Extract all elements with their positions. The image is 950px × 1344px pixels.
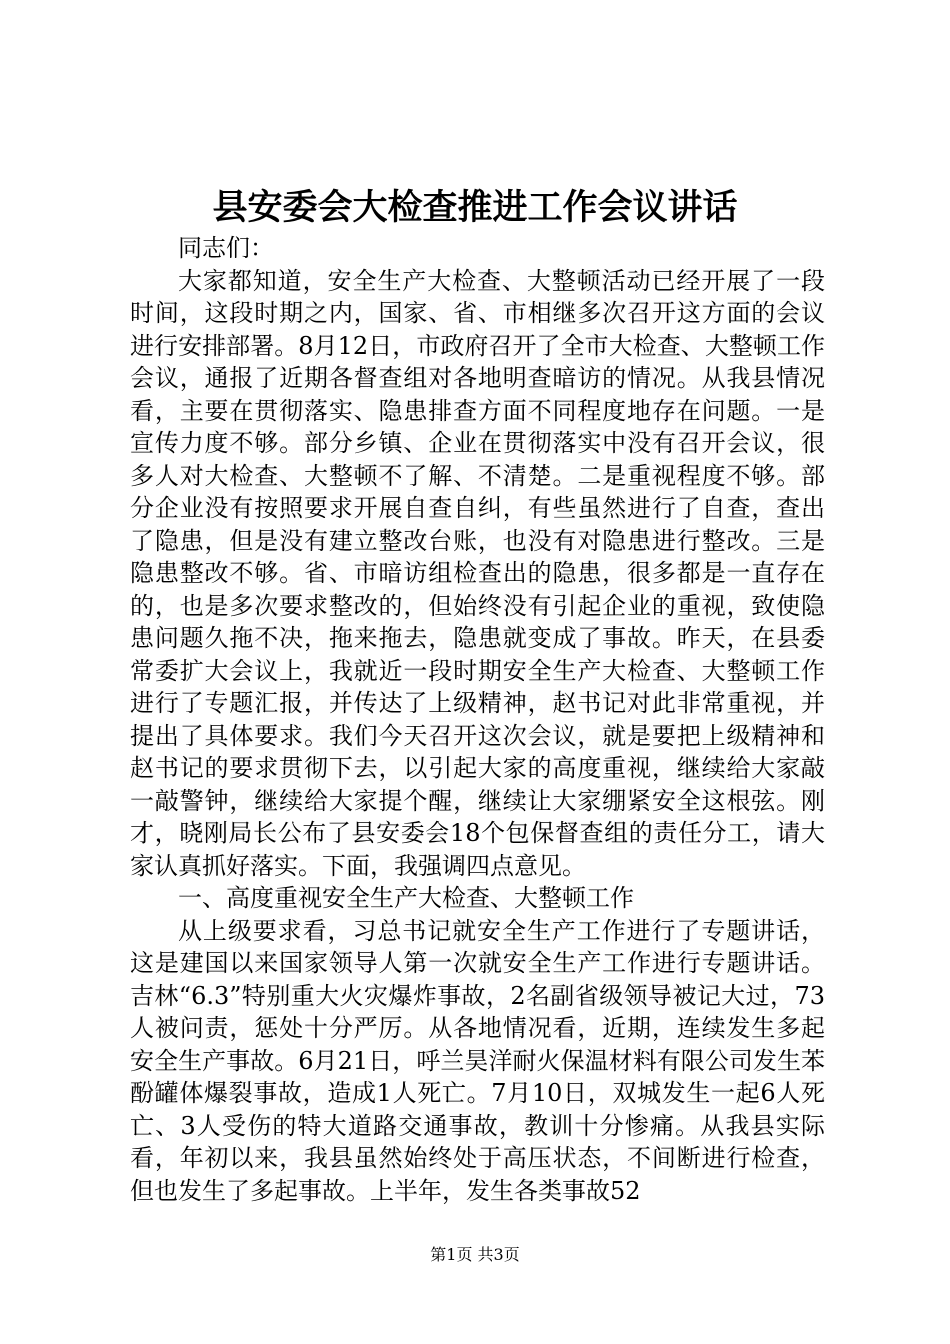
section-heading-1: 一、高度重视安全生产大检查、大整顿工作 bbox=[178, 884, 634, 912]
paragraph-intro: 大家都知道，安全生产大检查、大整顿活动已经开展了一段时间，这段时期之内，国家、省、市相继多次召开这方面的会议进行安排部署。8月12日，市政府召开了全市大检查、大整顿工作会议，通报了近期各督查组对各地明查暗访的情况。从我县情况看，主要在贯彻落实、隐患排查方面不同程度地存在问题。一是宣传力度不够。部分乡镇、企业在贯彻落实中没有召开会议，很多人对大检查、大整顿不了解、不清楚。二是重视程度不够。部分企业没有按照要求开展自查自纠，有些虽然进行了自查，查出了隐患，但是没有建立整改台账，也没有对隐患进行整改。三是隐患整改不够。省、市暗访组检查出的隐患，很多都是一直存在的，也是多次要求整改的，但始终没有引起企业的重视，致使隐患问题久拖不决，拖来拖去，隐患就变成了事故。昨天，在县委常委扩大会议上，我就近一段时期安全生产大检查、大整顿工作进行了专题汇报，并传达了上级精神，赵书记对此非常重视，并提出了具体要求。我们今天召开这次会议，就是要把上级精神和赵书记的要求贯彻下去，以引起大家的高度重视，继续给大家敲一敲警钟，继续给大家提个醒，继续让大家绷紧安全这根弦。刚才，晓刚局长公布了县安委会18个包保督查组的责任分工，请大家认真抓好落实。下面，我强调四点意见。 bbox=[130, 266, 825, 880]
document-title: 县安委会大检查推进工作会议讲话 bbox=[212, 187, 738, 228]
document-body bbox=[130, 232, 825, 1207]
page-footer: 第1页 共3页 bbox=[430, 1245, 520, 1264]
paragraph-section-1: 从上级要求看，习总书记就安全生产工作进行了专题讲话，这是建国以来国家领导人第一次就安全生产工作进行专题讲话。吉林“6.3”特别重大火灾爆炸事故，2名副省级领导被记大过，73人被问责，惩处十分严厉。从各地情况看，近期，连续发生多起安全生产事故。6月21日，呼兰昊洋耐火保温材料有限公司发生苯酚罐体爆裂事故，造成1人死亡。7月10日，双城发生一起6人死亡、3人受伤的特大道路交通事故，教训十分惨痛。从我县实际看，年初以来，我县虽然始终处于高压状态，不间断进行检查，但也发生了多起事故。上半年，发生各类事故52 bbox=[130, 916, 825, 1205]
greeting: 同志们： bbox=[178, 234, 274, 262]
